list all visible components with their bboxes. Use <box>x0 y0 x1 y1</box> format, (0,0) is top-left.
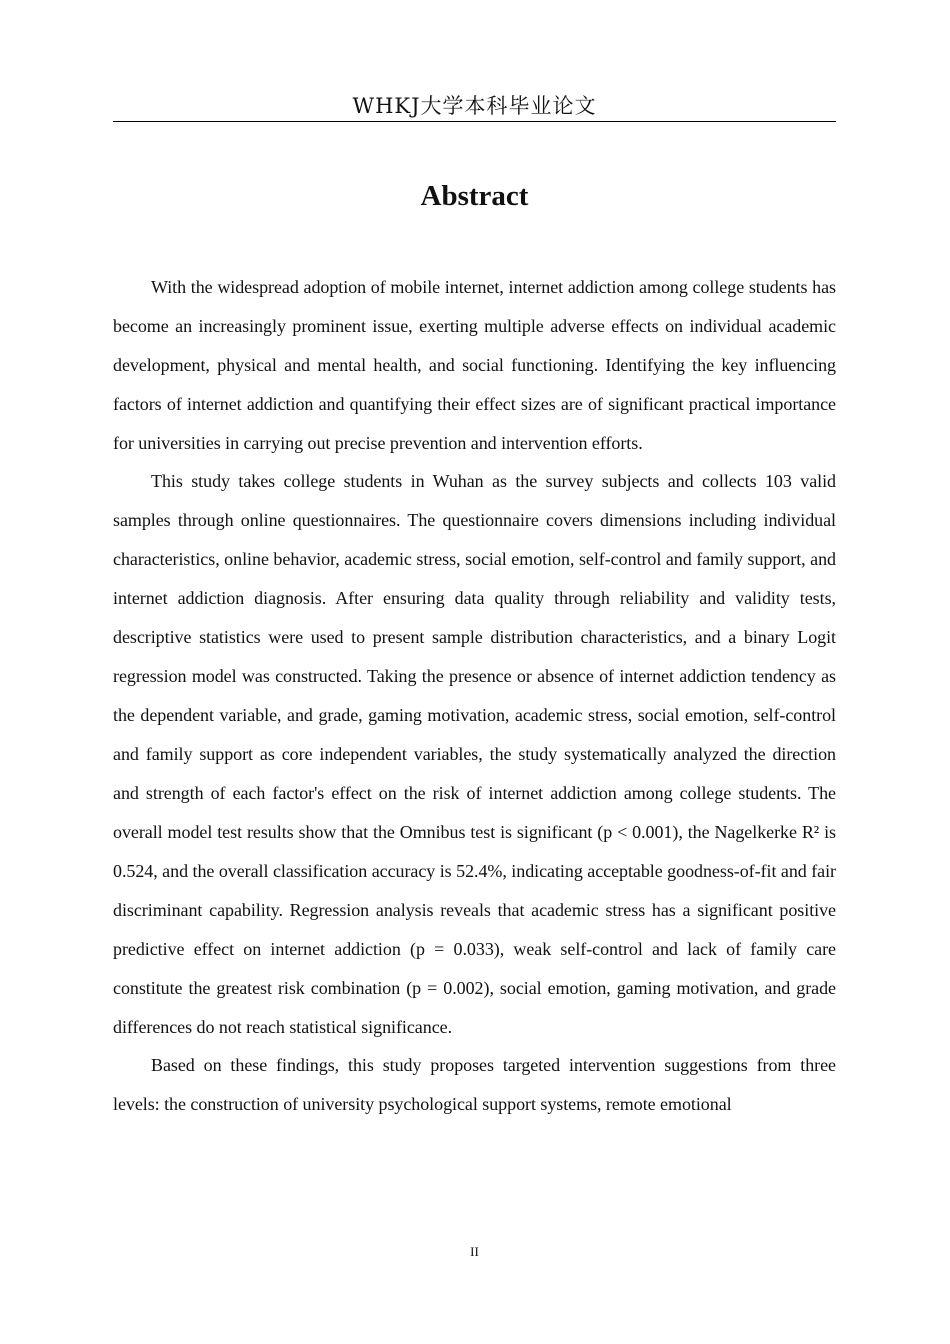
abstract-body <box>113 268 836 1123</box>
abstract-paragraph-1: With the widespread adoption of mobile internet, internet addiction among college students has become an increasingly prominent issue, exerting multiple adverse effects on individual academic development, physical and mental health, and social functioning. Identifying the key influencing factors of internet addiction and quantifying their effect sizes are of significant practical importance for universities in carrying out precise prevention and intervention efforts. <box>113 277 836 453</box>
header-rule <box>113 121 836 122</box>
abstract-paragraph-2: This study takes college students in Wuhan as the survey subjects and collects 103 valid samples through online questionnaires. The questionnaire covers dimensions including individual characteristics, online behavior, academic stress, social emotion, self-control and family support, and internet addiction diagnosis. After ensuring data quality through reliability and validity tests, descriptive statistics were used to present sample distribution characteristics, and a binary Logit regression model was constructed. Taking the presence or absence of internet addiction tendency as the dependent variable, and grade, gaming motivation, academic stress, social emotion, self-control and family support as core independent variables, the study systematically analyzed the direction and strength of each factor's effect on the risk of internet addiction among college students. The overall model test results show that the Omnibus test is significant (p < 0.001), the Nagelkerke R² is 0.524, and the overall classification accuracy is 52.4%, indicating acceptable goodness-of-fit and fair discriminant capability. Regression analysis reveals that academic stress has a significant positive predictive effect on internet addiction (p = 0.033), weak self-control and lack of family care constitute the greatest risk combination (p = 0.002), social emotion, gaming motivation, and grade differences do not reach statistical significance. <box>113 471 836 1037</box>
running-header: WHKJ大学本科毕业论文 <box>352 94 597 118</box>
abstract-title: Abstract <box>420 180 529 212</box>
abstract-paragraph-3: Based on these findings, this study proposes targeted intervention suggestions from three levels: the construction of university psychological support systems, remote emotional <box>113 1055 836 1114</box>
page-number: II <box>470 1244 479 1259</box>
